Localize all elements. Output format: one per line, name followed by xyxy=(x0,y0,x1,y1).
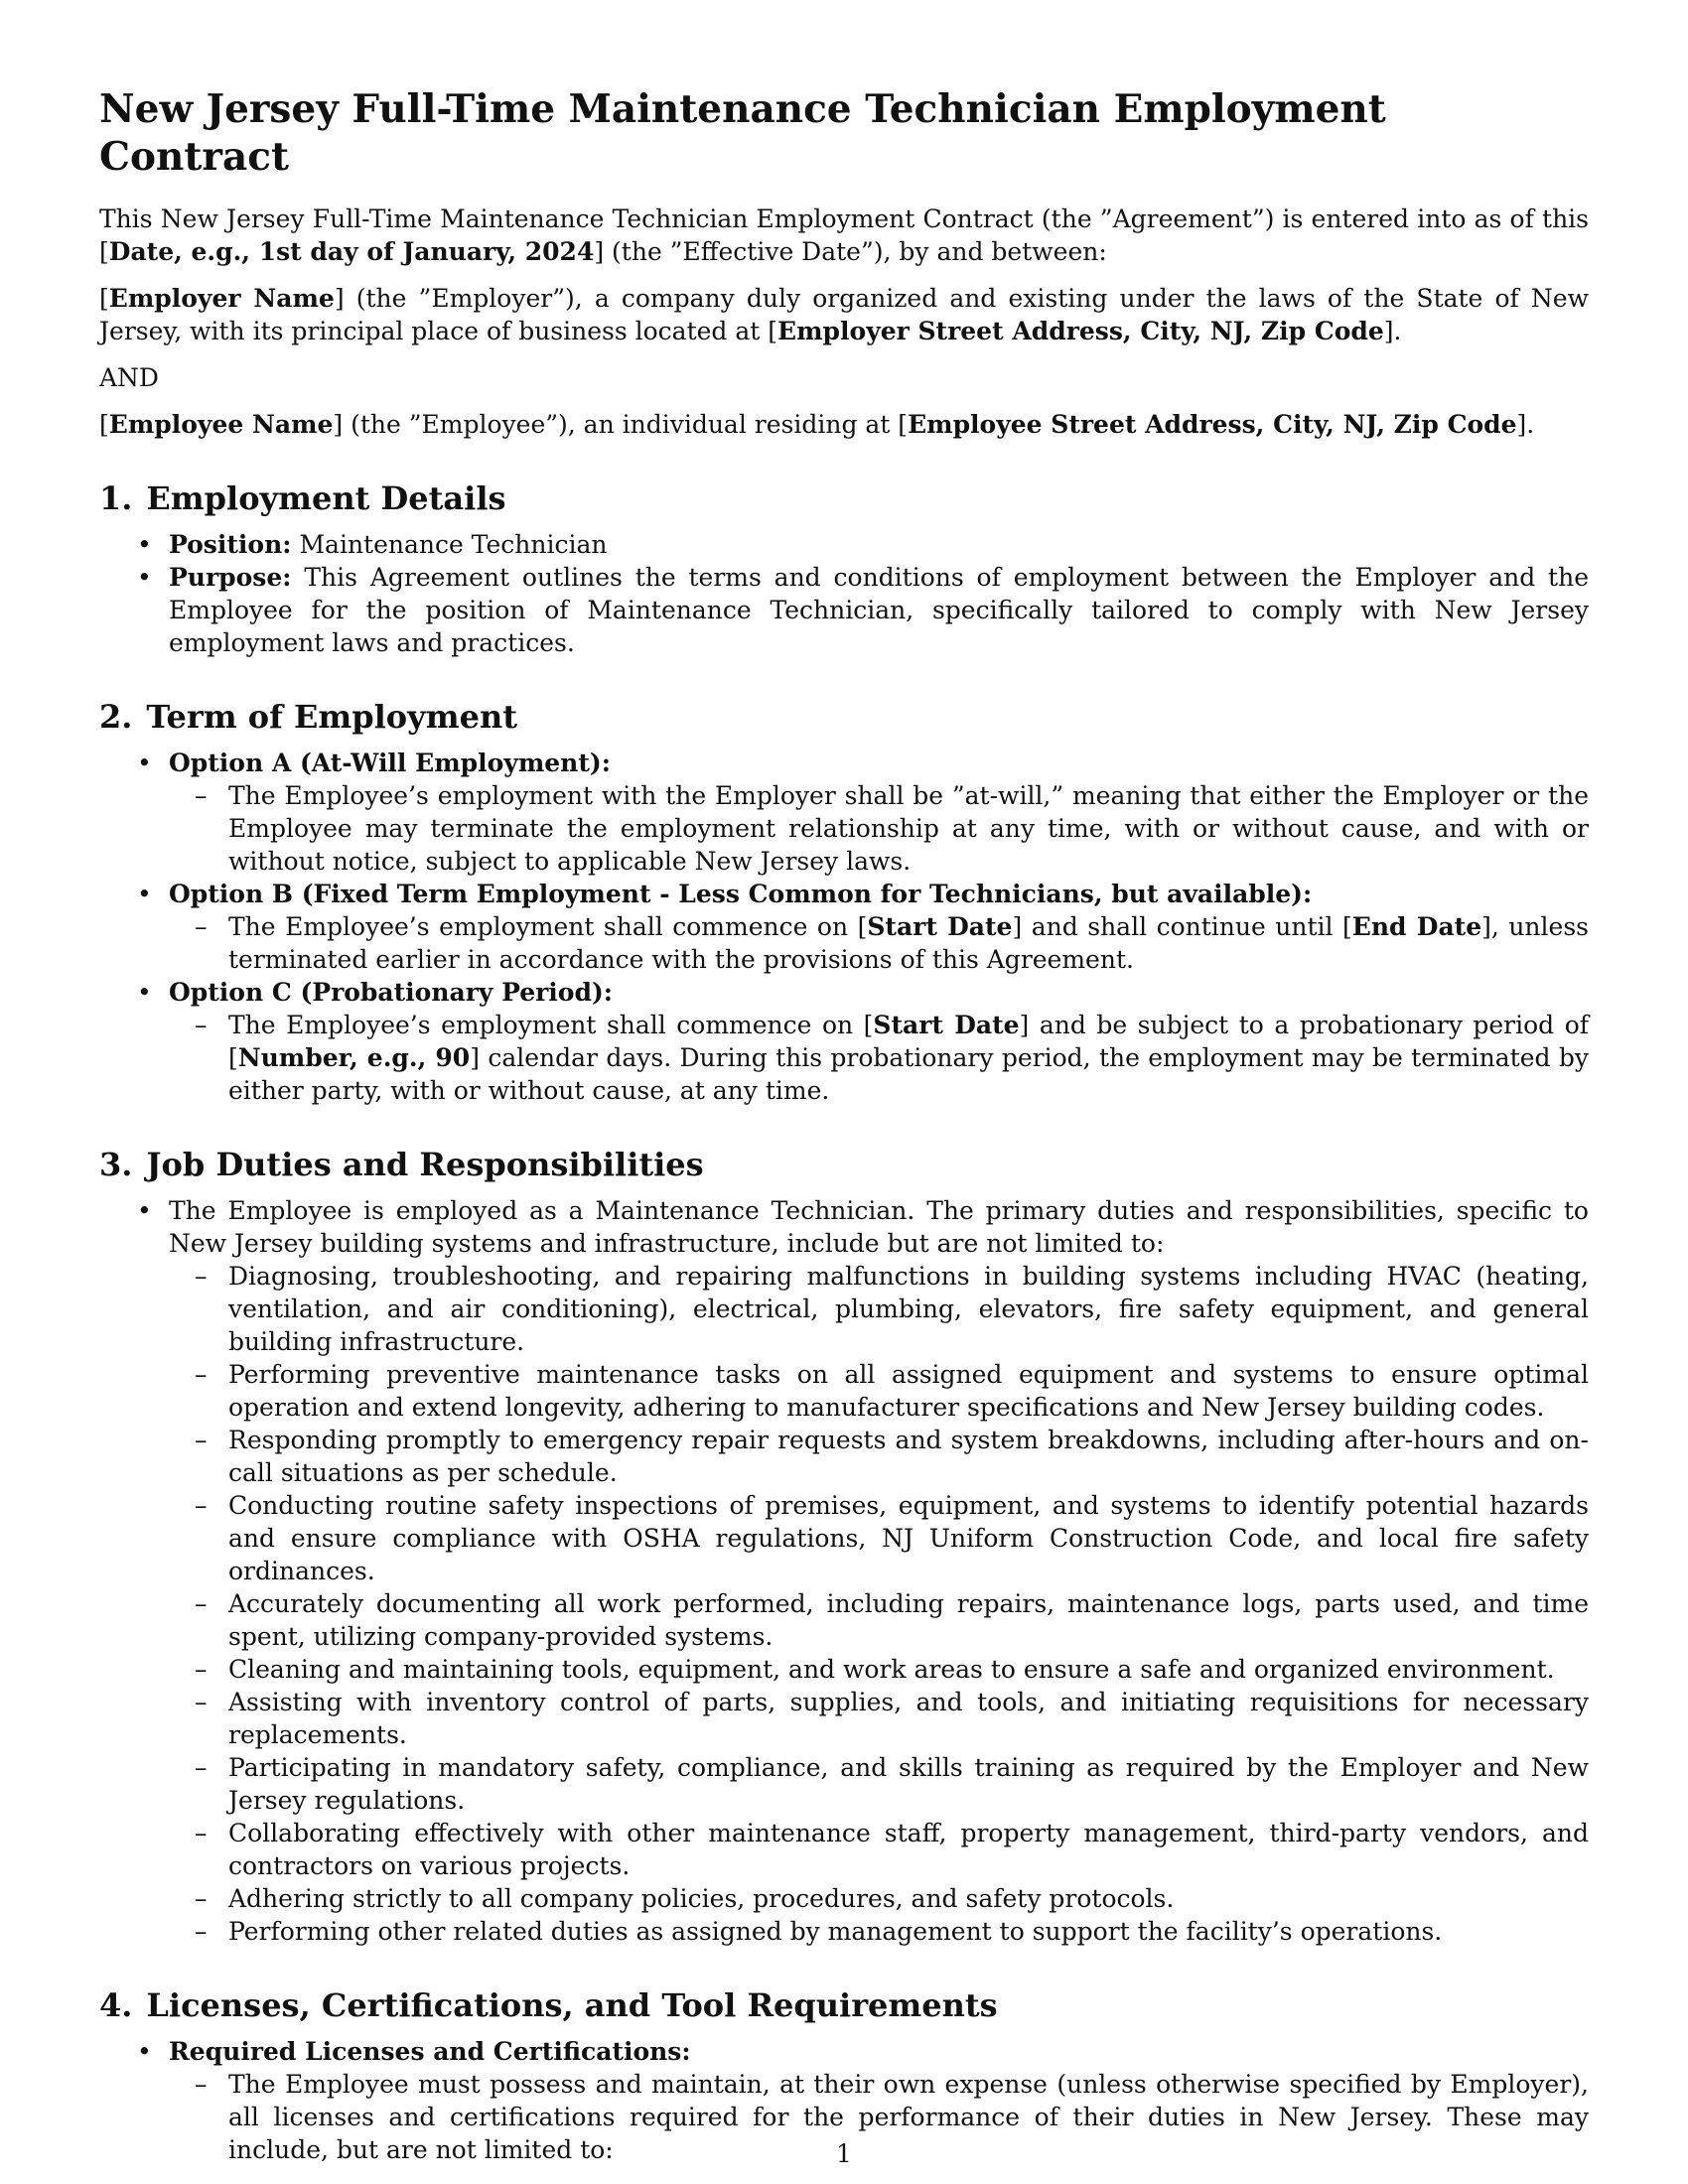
probation-days-placeholder: Number, e.g., 90 xyxy=(237,1043,471,1072)
list-item xyxy=(99,878,1589,976)
document-title: New Jersey Full-Time Maintenance Technician Employment Contract xyxy=(99,86,1386,180)
section-title: Licenses, Certifications, and Tool Requirements xyxy=(146,1986,998,2024)
section-number: 4. xyxy=(99,1986,133,2024)
text: The Employee’s employment shall commence on [ xyxy=(228,912,868,941)
section-title: Employment Details xyxy=(146,479,506,517)
bracket: ]. xyxy=(1383,317,1402,345)
position-value: Maintenance Technician xyxy=(299,530,608,559)
duty-item: – Performing other related duties as assigned by management to support the facility’s operations. xyxy=(169,1915,1589,1948)
list-item: – The Employee must possess and maintain, at their own expense (unless otherwise specified by Employer), all licenses and certifications required for the performance of their duties in New Jersey. These may include, but are not limited to: xyxy=(169,2068,1589,2166)
and-text: AND xyxy=(99,363,159,392)
section-title: Job Duties and Responsibilities xyxy=(146,1146,704,1183)
bracket: [ xyxy=(99,410,109,439)
section-number: 1. xyxy=(99,479,133,517)
duty-item: – Performing preventive maintenance tasks on all assigned equipment and systems to ensure optimal operation and extend longevity, adhering to manufacturer specifications and New Jersey building codes. xyxy=(169,1358,1589,1424)
end-date-placeholder: End Date xyxy=(1351,912,1482,941)
employer-name-placeholder: Employer Name xyxy=(108,284,335,313)
document-page xyxy=(99,85,1589,2166)
list-item xyxy=(169,1009,1589,1107)
list-item xyxy=(99,528,1589,561)
employee-address-placeholder: Employee Street Address, City, NJ, Zip Code xyxy=(908,410,1517,439)
start-date-placeholder: Start Date xyxy=(873,1011,1020,1039)
intro-paragraph xyxy=(99,203,1589,268)
bracket: ]. xyxy=(1516,410,1535,439)
employee-paragraph xyxy=(99,408,1589,441)
intro-text-a: This New Jersey Full-Time Maintenance Technician Employment Contract (the ”Agreement”) is entered into as of this [ xyxy=(99,205,1589,266)
text: ], unless terminated earlier in accordance with the provisions of this Agreement. xyxy=(228,912,1589,974)
list-item xyxy=(99,561,1589,659)
section-heading xyxy=(99,1985,1589,2025)
list-item xyxy=(169,910,1589,976)
list-item: – The Employee’s employment with the Employer shall be ”at-will,” meaning that either the Employer or the Employee may terminate the employment relationship at any time, with or without cause, and with or without notice, subject to applicable New Jersey laws. xyxy=(169,779,1589,878)
text: The Employee’s employment shall commence on [ xyxy=(228,1011,874,1039)
duties-list xyxy=(99,1194,1589,1948)
page-number: 1 xyxy=(836,2139,852,2168)
section-heading xyxy=(99,1145,1589,1184)
list-item xyxy=(99,747,1589,878)
option-a-label: Option A (At-Will Employment): xyxy=(169,749,611,777)
employer-paragraph xyxy=(99,282,1589,347)
duty-item: – Cleaning and maintaining tools, equipment, and work areas to ensure a safe and organized environment. xyxy=(169,1653,1589,1686)
duty-item: – Participating in mandatory safety, compliance, and skills training as required by the Employer and New Jersey regulations. xyxy=(169,1751,1589,1817)
duty-item: – Conducting routine safety inspections of premises, equipment, and systems to identify potential hazards and ensure compliance with OSHA regulations, NJ Uniform Construction Code, and local fire safety ordinances. xyxy=(169,1489,1589,1587)
start-date-placeholder: Start Date xyxy=(867,912,1013,941)
section-number: 2. xyxy=(99,698,133,736)
section-heading xyxy=(99,478,1589,518)
duty-item: – Responding promptly to emergency repair requests and system breakdowns, including after-hours and on-call situations as per schedule. xyxy=(169,1424,1589,1489)
text: ] calendar days. During this probationary period, the employment may be terminated by either party, with or without cause, at any time. xyxy=(228,1043,1589,1105)
option-b-label: Option B (Fixed Term Employment - Less Common for Technicians, but available): xyxy=(169,880,1313,908)
duty-item: – Adhering strictly to all company policies, procedures, and safety protocols. xyxy=(169,1882,1589,1915)
duty-item: – Collaborating effectively with other maintenance staff, property management, third-party vendors, and contractors on various projects. xyxy=(169,1817,1589,1882)
list-item xyxy=(99,976,1589,1107)
duty-item: – Diagnosing, troubleshooting, and repairing malfunctions in building systems including HVAC (heating, ventilation, and air conditioning), electrical, plumbing, elevators, fire safety equipment, and general building infrastructure. xyxy=(169,1260,1589,1358)
term-options-list xyxy=(99,747,1589,1107)
effective-date-placeholder: Date, e.g., 1st day of January, 2024 xyxy=(108,237,595,266)
duty-item: – Assisting with inventory control of parts, supplies, and tools, and initiating requisitions for necessary replacements. xyxy=(169,1686,1589,1751)
employer-address-placeholder: Employer Street Address, City, NJ, Zip Code xyxy=(777,317,1384,345)
option-c-label: Option C (Probationary Period): xyxy=(169,978,614,1007)
list-item xyxy=(99,1194,1589,1948)
employee-text: ] (the ”Employee”), an individual residing at [ xyxy=(333,410,909,439)
text: ] and shall continue until [ xyxy=(1012,912,1352,941)
employment-details-list xyxy=(99,528,1589,659)
duties-lead: The Employee is employed as a Maintenance Technician. The primary duties and responsibilities, specific to New Jersey building systems and infrastructure, include but are not limited to: xyxy=(169,1196,1589,1258)
employer-text: ] (the ”Employer”), a company duly organized and existing under the laws of the State of New Jersey, with its principal place of business located at [ xyxy=(99,284,1589,345)
intro-text-b: ] (the ”Effective Date”), by and between: xyxy=(594,237,1107,266)
section-heading xyxy=(99,697,1589,737)
purpose-label: Purpose: xyxy=(169,563,292,592)
purpose-value: This Agreement outlines the terms and conditions of employment between the Employer and the Employee for the position of Maintenance Technician, specifically tailored to comply with New Jersey employment laws and practices. xyxy=(169,563,1590,657)
section-number: 3. xyxy=(99,1146,133,1183)
employee-name-placeholder: Employee Name xyxy=(108,410,334,439)
text: ] and be subject to a probationary period of [ xyxy=(228,1011,1589,1072)
duty-item: – Accurately documenting all work performed, including repairs, maintenance logs, parts used, and time spent, utilizing company-provided systems. xyxy=(169,1587,1589,1653)
position-label: Position: xyxy=(169,530,292,559)
section-title: Term of Employment xyxy=(146,698,517,736)
required-licenses-label: Required Licenses and Certifications: xyxy=(169,2037,691,2066)
bracket: [ xyxy=(99,284,109,313)
